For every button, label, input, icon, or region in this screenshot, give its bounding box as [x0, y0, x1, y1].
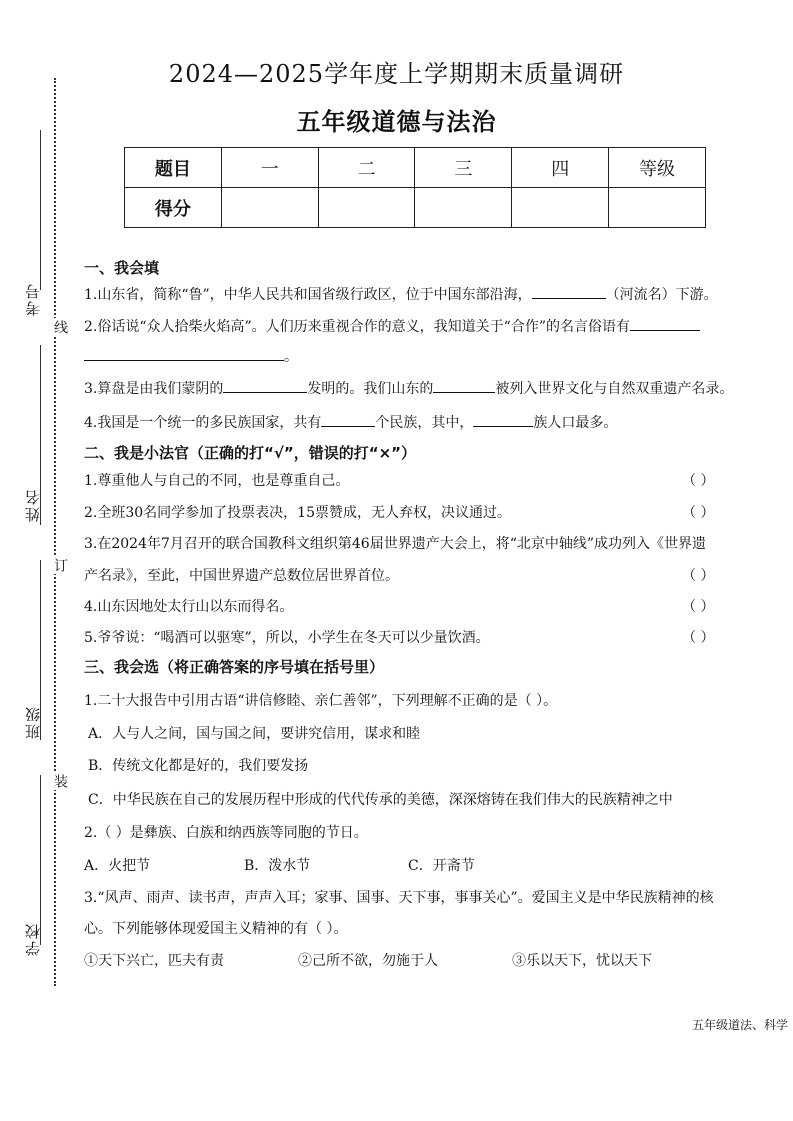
s1-q4-blank-b[interactable]	[473, 412, 533, 427]
s1-q3-blank-a[interactable]	[223, 378, 307, 393]
s3-q2-option-c: C．开斋节	[408, 858, 475, 874]
page-footer: 五年级道法、科学	[692, 1018, 789, 1032]
s2-q3-line2: 产名录》，至此，中国世界遗产总数位居世界首位。	[84, 568, 399, 584]
s3-q2-option-a: A．火把节	[84, 858, 151, 874]
school-label: 学校	[24, 922, 42, 956]
s1-q3-blank-b[interactable]	[433, 378, 495, 393]
subject-title: 五年级道德与法治	[296, 107, 497, 136]
binding-word-line: 线	[52, 320, 68, 334]
score-input-1[interactable]	[221, 188, 318, 228]
s1-q3: 3.算盘是由我们蒙阴的 发明的。我们山东的 被列入世界文化与自然双重遗产名录。	[84, 378, 733, 398]
binding-dotted-line	[54, 78, 56, 986]
s1-q4: 4.我国是一个统一的多民族国家，共有 个民族，其中， 族人口最多。	[84, 412, 617, 432]
s1-q1: 1.山东省，简称“鲁”，中华人民共和国省级行政区，位于中国东部沿海， （河流名）下游。	[84, 284, 718, 304]
score-cell-3: 三	[415, 148, 512, 188]
section-2-title: 二、我是小法官（正确的打“√”，错误的打“×”）	[84, 444, 417, 462]
s1-q1-blank[interactable]	[532, 284, 606, 299]
score-cell-grade: 等级	[609, 148, 706, 188]
s3-q3-line2: 心。下列能够体现爱国主义精神的有（ ）。	[84, 921, 348, 937]
s1-q2-blank-b[interactable]	[84, 346, 284, 361]
s3-q1-option-c: C．中华民族在自己的发展历程中形成的代代传承的美德，深深熔铸在我们伟大的民族精神之中	[88, 792, 673, 808]
s2-q5-answer[interactable]: （ ）	[682, 630, 715, 646]
score-input-3[interactable]	[415, 188, 512, 228]
s3-q3-line1: 3.“风声、雨声、读书声，声声入耳；家事、国事、天下事，事事关心”。爱国主义是中华民族精神的核	[84, 890, 714, 906]
s2-q5: 5.爷爷说：“喝酒可以驱寒”，所以，小学生在冬天可以少量饮酒。	[84, 630, 490, 646]
s3-q3-option-1: ①天下兴亡，匹夫有责	[84, 953, 224, 969]
section-3-title: 三、我会选（将正确答案的序号填在括号里）	[84, 658, 385, 676]
s2-q1-answer[interactable]: （ ）	[682, 473, 715, 489]
s3-q3-option-3: ③乐以天下，忧以天下	[512, 953, 652, 969]
exam-number-label: 考号	[24, 282, 42, 316]
s2-q4-answer[interactable]: （ ）	[682, 599, 715, 615]
exam-number-underline	[40, 130, 41, 290]
score-cell-topic: 题目	[125, 148, 222, 188]
score-input-grade[interactable]	[609, 188, 706, 228]
exam-title: 2024—2025学年度上学期期末质量调研	[168, 60, 625, 88]
binding-word-staple: 订	[52, 558, 68, 572]
s3-q3-option-2: ②己所不欲，勿施于人	[298, 953, 438, 969]
s2-q3-answer[interactable]: （ ）	[682, 568, 715, 584]
score-table	[124, 147, 706, 228]
s3-q2-option-b: B．泼水节	[244, 858, 311, 874]
s2-q2: 2.全班30名同学参加了投票表决，15票赞成，无人弃权，决议通过。	[84, 505, 511, 521]
class-label: 班级	[24, 705, 42, 739]
binding-word-bind: 装	[52, 774, 68, 788]
score-table-score-row	[125, 188, 706, 228]
score-cell-2: 二	[318, 148, 415, 188]
score-input-4[interactable]	[512, 188, 609, 228]
section-1-title: 一、我会填	[84, 259, 160, 277]
s1-q4-blank-a[interactable]	[321, 412, 375, 427]
s3-q1-option-b: B．传统文化都是好的，我们要发扬	[88, 758, 309, 774]
score-cell-1: 一	[221, 148, 318, 188]
s2-q2-answer[interactable]: （ ）	[682, 505, 715, 521]
s1-q2: 2.俗话说“众人拾柴火焰高”。人们历来重视合作的意义，我知道关于“合作”的名言俗语有	[84, 316, 700, 336]
s1-q2-blank-a[interactable]	[630, 316, 700, 331]
s2-q1: 1.尊重他人与自己的不同，也是尊重自己。	[84, 473, 350, 489]
score-cell-score: 得分	[125, 188, 222, 228]
score-input-2[interactable]	[318, 188, 415, 228]
s3-q1-option-a: A．人与人之间，国与国之间，要讲究信用，谋求和睦	[88, 726, 421, 742]
school-underline	[40, 775, 41, 945]
score-cell-4: 四	[512, 148, 609, 188]
s3-q1: 1.二十大报告中引用古语“讲信修睦、亲仁善邻”，下列理解不正确的是（ ）。	[84, 693, 558, 709]
s3-q2: 2.（ ）是彝族、白族和纳西族等同胞的节日。	[84, 825, 368, 841]
score-table-header-row	[125, 148, 706, 188]
s2-q4: 4.山东因地处太行山以东而得名。	[84, 599, 294, 615]
s2-q3-line1: 3.在2024年7月召开的联合国教科文组织第46届世界遗产大会上，将“北京中轴线”成功列入《世界遗	[84, 536, 707, 552]
s1-q2-cont: 。	[84, 346, 298, 366]
name-label: 姓名	[24, 488, 42, 522]
